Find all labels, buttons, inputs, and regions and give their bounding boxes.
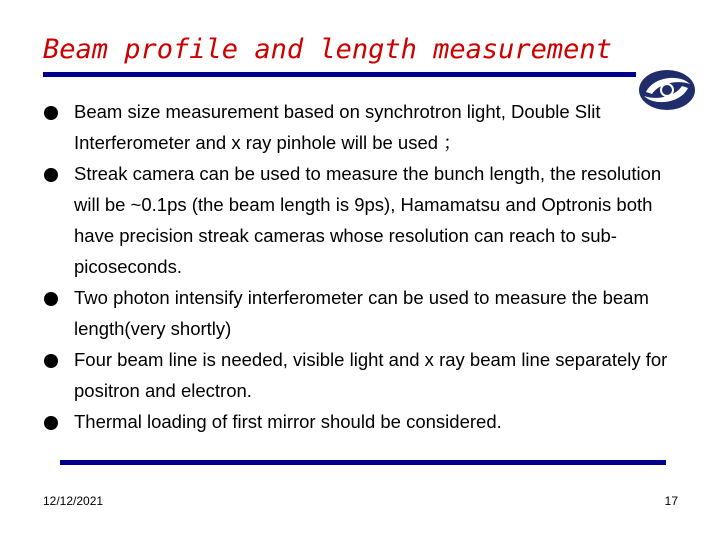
bullet-text: Streak camera can be used to measure the bunch length, the resolution will be ~0.1ps (the beam length is 9ps), Hamamatsu and Optronis both have precision streak cameras whose resolution can reach to sub-picoseconds.	[74, 163, 662, 277]
bullet-text: Beam size measurement based on synchrotron light, Double Slit Interferometer and x ray pinhole will be used ；	[74, 101, 601, 153]
bullet-text: Thermal loading of first mirror should be considered.	[74, 411, 502, 432]
bullet-list	[44, 96, 684, 437]
bullet-dot-icon	[44, 106, 58, 120]
title-underline	[43, 72, 636, 77]
bullet-text: Two photon intensify interferometer can be used to measure the beam length(very shortly)	[74, 287, 649, 339]
footer-divider	[60, 460, 666, 465]
bullet-text: Four beam line is needed, visible light and x ray beam line separately for positron and electron.	[74, 349, 668, 401]
slide-title: Beam profile and length measurement	[43, 34, 612, 65]
bullet-item	[44, 158, 684, 282]
bullet-dot-icon	[44, 292, 58, 306]
bullet-dot-icon	[44, 416, 58, 430]
bullet-item	[44, 282, 684, 344]
bullet-item	[44, 96, 684, 158]
page-number: 17	[664, 494, 678, 508]
bullet-dot-icon	[44, 354, 58, 368]
footer-date: 12/12/2021	[43, 494, 104, 508]
bullet-item	[44, 406, 684, 437]
bullet-dot-icon	[44, 168, 58, 182]
bullet-item	[44, 344, 684, 406]
